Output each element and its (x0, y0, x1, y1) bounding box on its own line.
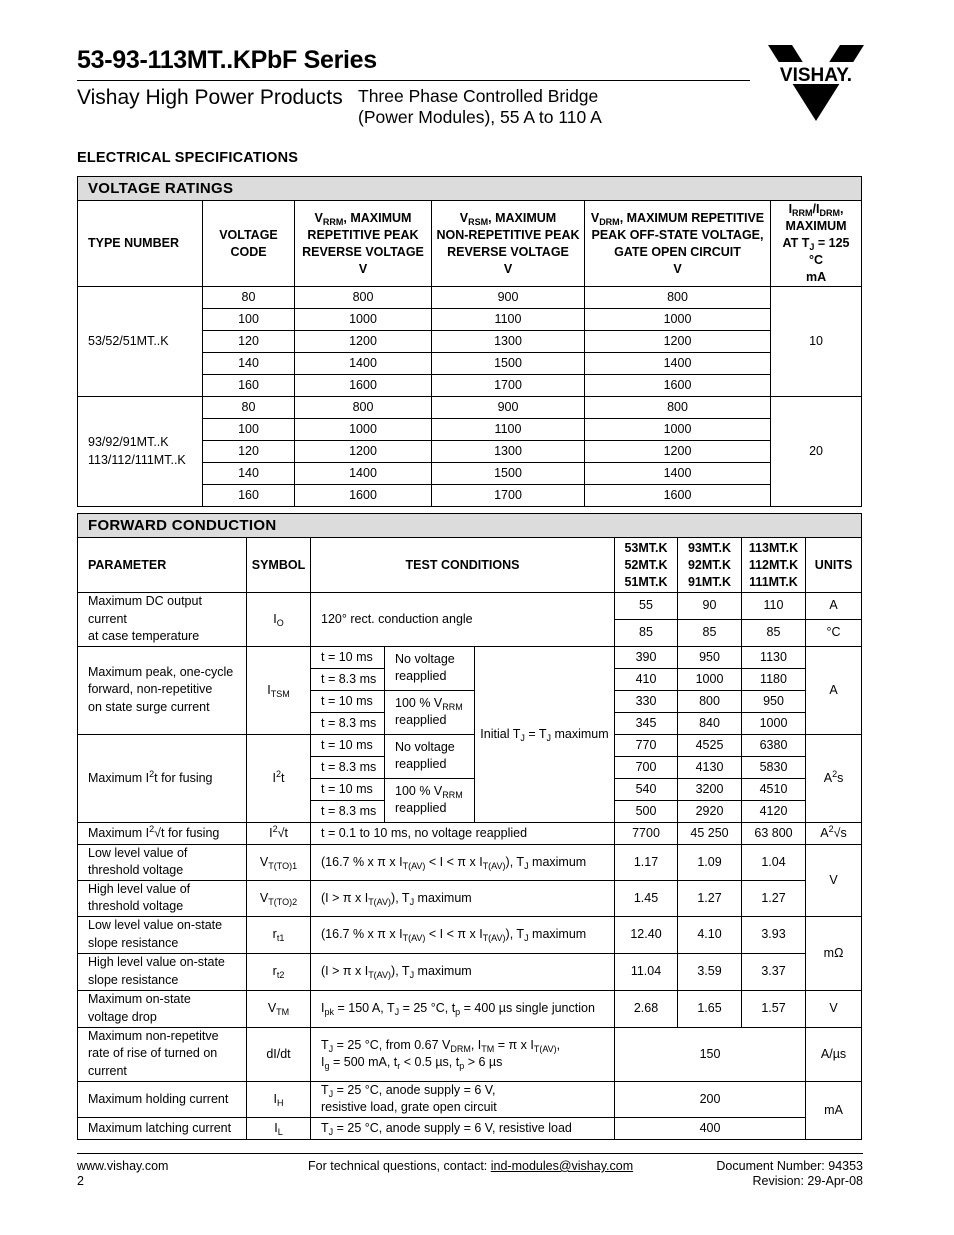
param-il: Maximum latching current (78, 1117, 247, 1139)
cell: t = 10 ms (311, 734, 385, 756)
cell: 11.04 (615, 953, 678, 990)
cell: (I > π x $I_{T(AV)}$), $T_J$ maximum (311, 953, 615, 990)
cell: 1200 (585, 331, 771, 353)
table-row (78, 844, 862, 880)
param-vt2: High level value of threshold voltage (78, 880, 247, 916)
param-vtm: Maximum on-state voltage drop (78, 990, 247, 1027)
cell: 2920 (678, 800, 742, 822)
cell: 90 (678, 593, 742, 620)
cell: 500 (615, 800, 678, 822)
cell: 1600 (585, 375, 771, 397)
cell: 950 (742, 690, 806, 712)
cell: 1700 (432, 485, 585, 507)
table-row (78, 1027, 862, 1081)
cell: 1500 (432, 463, 585, 485)
param-i2rt: Maximum $I^2√t$ for fusing (78, 822, 247, 844)
cell: 3.59 (678, 953, 742, 990)
symbol-rt1: $r_{t1}$ (247, 916, 311, 953)
cell: 1130 (742, 646, 806, 668)
footer-revision: Revision: 29-Apr-08 (752, 1174, 863, 1188)
cell: 63 800 (742, 822, 806, 844)
cell: °C (806, 619, 862, 646)
footer-email-link[interactable]: ind-modules@vishay.com (490, 1159, 634, 1173)
cell: 150 (615, 1027, 806, 1081)
cell: 330 (615, 690, 678, 712)
cell: $T_J = 25$ °C, anode supply = 6 V, resistive load, grate open circuit (311, 1081, 615, 1117)
cell: 4510 (742, 778, 806, 800)
symbol-vt1: $V_{T(TO)1}$ (247, 844, 311, 880)
symbol-io: $I_O$ (247, 593, 311, 647)
cell: 85 (742, 619, 806, 646)
cell: 950 (678, 646, 742, 668)
document-title: 53-93-113MT..KPbF Series (77, 46, 377, 74)
cell: 55 (615, 593, 678, 620)
section-heading: ELECTRICAL SPECIFICATIONS (77, 150, 299, 166)
table-row (78, 287, 862, 309)
cell: No voltage reapplied (385, 646, 475, 690)
brand-line: Vishay High Power Products (77, 86, 343, 109)
cell: 1400 (295, 463, 432, 485)
subtitle-line-1: Three Phase Controlled Bridge (358, 86, 599, 106)
cell: t = 8.3 ms (311, 668, 385, 690)
col-parameter: PARAMETER (78, 538, 247, 593)
param-ih: Maximum holding current (78, 1081, 247, 1117)
symbol-i2rt: $I^2√t$ (247, 822, 311, 844)
col-symbol: SYMBOL (247, 538, 311, 593)
footer-left (77, 1159, 168, 1189)
cell: (16.7 % x π x $I_{T(AV)} < I < \pi$ x $I_{T(AV)}$), $T_J$ maximum (311, 916, 615, 953)
cell: 7700 (615, 822, 678, 844)
footer-contact (308, 1159, 633, 1174)
footer-website[interactable]: www.vishay.com (77, 1159, 169, 1173)
table-row (78, 646, 862, 668)
table-row (78, 880, 862, 916)
col-irrm: $I_{RRM}/I_{DRM}$, MAXIMUM AT $T_J = 125$ °C mA (771, 201, 862, 287)
symbol-vtm: $V_{TM}$ (247, 990, 311, 1027)
col-vrsm: $V_{RSM}$, MAXIMUM NON-REPETITIVE PEAK REVERSE VOLTAGE V (432, 201, 585, 287)
cell: 1000 (678, 668, 742, 690)
cell: 160 (203, 375, 295, 397)
cell: A (806, 593, 862, 620)
cell: 1.27 (678, 880, 742, 916)
forward-conduction-title: FORWARD CONDUCTION (78, 514, 862, 538)
cell: 1.27 (742, 880, 806, 916)
cell: 140 (203, 353, 295, 375)
cell: 1200 (585, 441, 771, 463)
table-row (78, 953, 862, 990)
table-row (78, 593, 862, 620)
cell: 1000 (295, 309, 432, 331)
cell: $T_J = 25$ °C, anode supply = 6 V, resistive load (311, 1117, 615, 1139)
cell: 100 (203, 419, 295, 441)
type-group-2: 93/92/91MT..K 113/112/111MT..K (78, 397, 203, 507)
symbol-rt2: $r_{t2}$ (247, 953, 311, 990)
cell: 12.40 (615, 916, 678, 953)
cell: 1.09 (678, 844, 742, 880)
cell: 900 (432, 397, 585, 419)
cell: 1000 (295, 419, 432, 441)
cell: 3200 (678, 778, 742, 800)
cell: 1700 (432, 375, 585, 397)
cell: 770 (615, 734, 678, 756)
cell: A (806, 646, 862, 734)
col-93mt: 93MT.K 92MT.K 91MT.K (678, 538, 742, 593)
cell: 900 (432, 287, 585, 309)
cell: 110 (742, 593, 806, 620)
cell: 1400 (295, 353, 432, 375)
cell: 85 (615, 619, 678, 646)
param-i2t: Maximum $I^2t$ for fusing (78, 734, 247, 822)
cell: (16.7 % x π x $I_{T(AV)} < I < \pi$ x $I_{T(AV)}$), $T_J$ maximum (311, 844, 615, 880)
cell: 1.04 (742, 844, 806, 880)
symbol-i2t: $I^2t$ (247, 734, 311, 822)
cell: 1000 (585, 309, 771, 331)
cell: mΩ (806, 916, 862, 990)
voltage-header-row (78, 201, 862, 287)
cell: 540 (615, 778, 678, 800)
cell: 1000 (742, 712, 806, 734)
col-53mt: 53MT.K 52MT.K 51MT.K (615, 538, 678, 593)
param-vt1: Low level value of threshold voltage (78, 844, 247, 880)
type-group-1: 53/52/51MT..K (78, 287, 203, 397)
cell: 45 250 (678, 822, 742, 844)
param-io: Maximum DC output current at case temperature (78, 593, 247, 647)
cell: 4.10 (678, 916, 742, 953)
cell: 80 (203, 397, 295, 419)
col-test-conditions: TEST CONDITIONS (311, 538, 615, 593)
cell: t = 8.3 ms (311, 800, 385, 822)
cell: 390 (615, 646, 678, 668)
symbol-didt: dI/dt (247, 1027, 311, 1081)
table-row (78, 822, 862, 844)
cell: (I > π x $I_{T(AV)}$), $T_J$ maximum (311, 880, 615, 916)
col-vdrm: $V_{DRM}$, MAXIMUM REPETITIVE PEAK OFF-STATE VOLTAGE, GATE OPEN CIRCUIT V (585, 201, 771, 287)
voltage-ratings-table (77, 176, 862, 507)
cell: 1.65 (678, 990, 742, 1027)
logo-text: VISHAY. (779, 65, 853, 86)
table-row (78, 1081, 862, 1117)
cell: 100 % $V_{RRM}$ reapplied (385, 778, 475, 822)
cell: 1200 (295, 331, 432, 353)
param-didt: Maximum non-repetitve rate of rise of turned on current (78, 1027, 247, 1081)
col-voltage-code: VOLTAGE CODE (203, 201, 295, 287)
cell: 1600 (295, 375, 432, 397)
cell: 840 (678, 712, 742, 734)
cell: 160 (203, 485, 295, 507)
cell: 400 (615, 1117, 806, 1139)
cell: 800 (678, 690, 742, 712)
cell: 800 (295, 397, 432, 419)
param-rt1: Low level value on-state slope resistance (78, 916, 247, 953)
cell: 410 (615, 668, 678, 690)
footer-contact-label: For technical questions, contact: (308, 1159, 491, 1173)
cell: 120 (203, 331, 295, 353)
cond-io: 120° rect. conduction angle (311, 593, 615, 647)
cell: mA (806, 1081, 862, 1139)
cell: 1.17 (615, 844, 678, 880)
cell: t = 8.3 ms (311, 756, 385, 778)
param-rt2: High level value on-state slope resistance (78, 953, 247, 990)
vishay-logo (766, 43, 866, 123)
cell: 120 (203, 441, 295, 463)
cell: 1000 (585, 419, 771, 441)
footer-page-number: 2 (77, 1174, 84, 1188)
cell: 100 % $V_{RRM}$ reapplied (385, 690, 475, 734)
cell: 800 (295, 287, 432, 309)
cell: t = 0.1 to 10 ms, no voltage reapplied (311, 822, 615, 844)
cell: 800 (585, 397, 771, 419)
cell: 3.93 (742, 916, 806, 953)
cell: $A^2√s$ (806, 822, 862, 844)
subtitle-line-2: (Power Modules), 55 A to 110 A (358, 107, 602, 127)
cell: 1100 (432, 419, 585, 441)
symbol-il: $I_L$ (247, 1117, 311, 1139)
cell: 4120 (742, 800, 806, 822)
cell: 85 (678, 619, 742, 646)
cell: 1180 (742, 668, 806, 690)
param-itsm: Maximum peak, one-cycle forward, non-repetitive on state surge current (78, 646, 247, 734)
irrm-group-2: 20 (771, 397, 862, 507)
forward-conduction-table (77, 513, 862, 1140)
title-rule (77, 80, 750, 81)
cell: $A^2s$ (806, 734, 862, 822)
cell: 3.37 (742, 953, 806, 990)
voltage-ratings-title: VOLTAGE RATINGS (78, 177, 862, 201)
cell: A/µs (806, 1027, 862, 1081)
table-row (78, 734, 862, 756)
footer-right (716, 1159, 863, 1189)
cell: 4525 (678, 734, 742, 756)
cell: 1200 (295, 441, 432, 463)
cell: t = 10 ms (311, 646, 385, 668)
cell: 1.45 (615, 880, 678, 916)
col-113mt: 113MT.K 112MT.K 111MT.K (742, 538, 806, 593)
cell: 1500 (432, 353, 585, 375)
cell: t = 10 ms (311, 690, 385, 712)
symbol-itsm: $I_{TSM}$ (247, 646, 311, 734)
cell: 80 (203, 287, 295, 309)
cell: 2.68 (615, 990, 678, 1027)
cell: $T_J = 25$ °C, from 0.67 $V_{DRM}$, $I_{TM} = \pi$ x $I_{T(AV)}$, $I_g = 500$ mA, $t_r < 0.5$ µs, $t_p > 6$ µs (311, 1027, 615, 1081)
cell: 4130 (678, 756, 742, 778)
cell: t = 10 ms (311, 778, 385, 800)
footer-rule (77, 1153, 863, 1154)
symbol-ih: $I_H$ (247, 1081, 311, 1117)
cell: 1300 (432, 331, 585, 353)
cell: No voltage reapplied (385, 734, 475, 778)
cell: 800 (585, 287, 771, 309)
cell: 6380 (742, 734, 806, 756)
cell: V (806, 990, 862, 1027)
col-units: UNITS (806, 538, 862, 593)
fc-header-row (78, 538, 862, 593)
cell: 200 (615, 1081, 806, 1117)
footer-doc-number: Document Number: 94353 (716, 1159, 863, 1173)
cell: 700 (615, 756, 678, 778)
col-type-number: TYPE NUMBER (78, 201, 203, 287)
cell: 5830 (742, 756, 806, 778)
cell: 1.57 (742, 990, 806, 1027)
cell: 1400 (585, 463, 771, 485)
initial-tj-cell: Initial $T_J = T_J$ maximum (475, 646, 615, 822)
cell: 100 (203, 309, 295, 331)
table-row (78, 990, 862, 1027)
document-subtitle (358, 86, 602, 128)
cell: 140 (203, 463, 295, 485)
cell: 1600 (585, 485, 771, 507)
cell: 345 (615, 712, 678, 734)
cell: 1600 (295, 485, 432, 507)
irrm-group-1: 10 (771, 287, 862, 397)
table-row (78, 916, 862, 953)
cell: V (806, 844, 862, 916)
cell: 1100 (432, 309, 585, 331)
table-row (78, 1117, 862, 1139)
cell: 1400 (585, 353, 771, 375)
symbol-vt2: $V_{T(TO)2}$ (247, 880, 311, 916)
cell: t = 8.3 ms (311, 712, 385, 734)
col-vrrm: $V_{RRM}$, MAXIMUM REPETITIVE PEAK REVERSE VOLTAGE V (295, 201, 432, 287)
cell: 1300 (432, 441, 585, 463)
table-row (78, 397, 862, 419)
cell: $I_{pk} = 150$ A, $T_J = 25$ °C, $t_p = 400$ µs single junction (311, 990, 615, 1027)
